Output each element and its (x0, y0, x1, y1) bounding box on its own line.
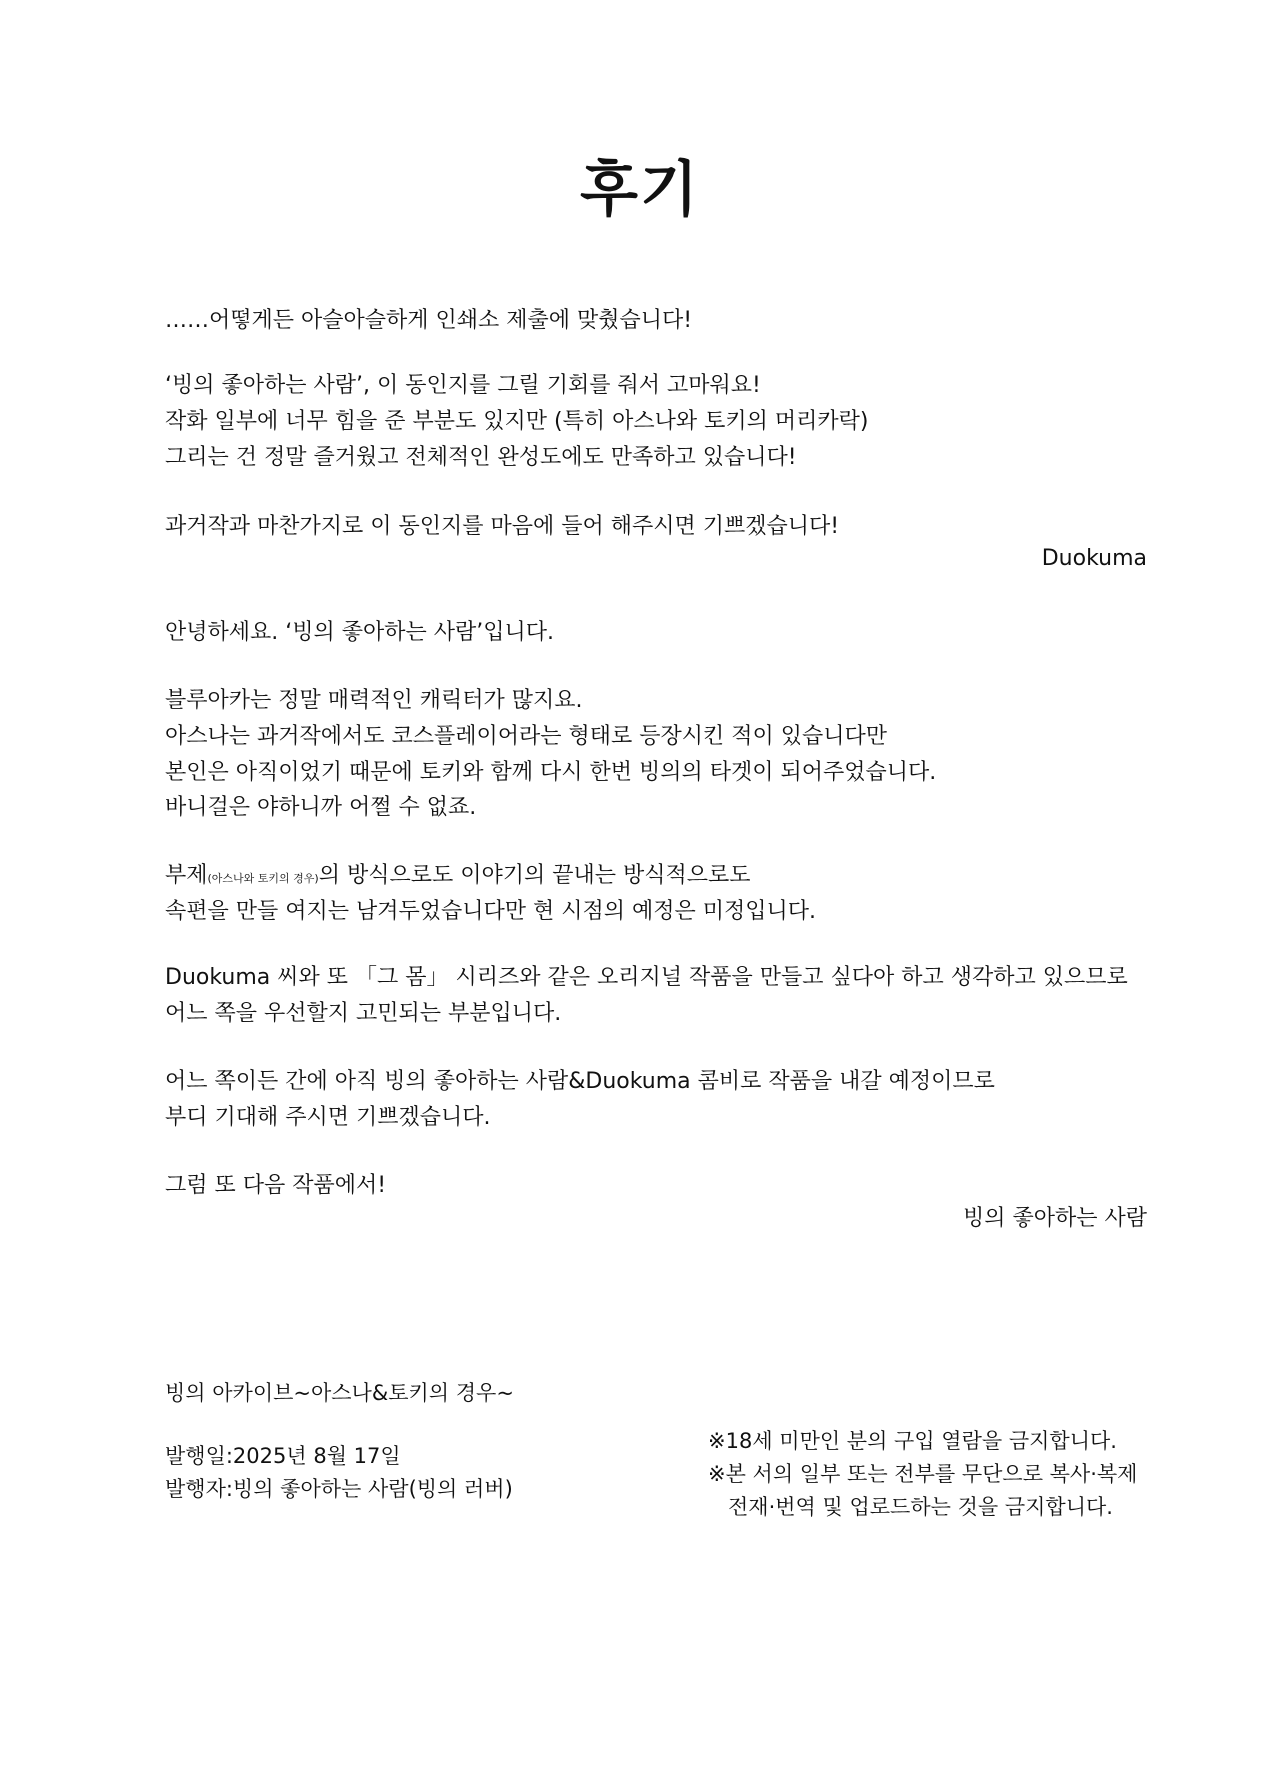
author-signature: 빙의 좋아하는 사람 (962, 1206, 1147, 1231)
duokuma-note-line: ……어떻게든 아슬아슬하게 인쇄소 제출에 맞췄습니다! (165, 308, 693, 333)
colophon-publisher: 발행자:빙의 좋아하는 사람(빙의 러버) (165, 1477, 513, 1501)
duokuma-note-line: 그리는 건 정말 즐거웠고 전체적인 완성도에도 만족하고 있습니다! (165, 445, 797, 470)
author-note-line: Duokuma 씨와 또 「그 몸」 시리즈와 같은 오리지널 작품을 만들고 싶다아 하고 생각하고 있으므로 (165, 965, 1128, 990)
colophon-notice: ※18세 미만인 분의 구입 열람을 금지합니다. (708, 1429, 1117, 1453)
author-note-line: 아스나는 과거작에서도 코스플레이어라는 형태로 등장시킨 적이 있습니다만 (165, 724, 888, 749)
author-note-line: 어느 쪽이든 간에 아직 빙의 좋아하는 사람&Duokuma 콤비로 작품을 내갈 예정이므로 (165, 1069, 995, 1094)
duokuma-note-line: ‘빙의 좋아하는 사람’, 이 동인지를 그릴 기회를 줘서 고마워요! (165, 373, 761, 398)
colophon-book-title: 빙의 아카이브~아스나&토키의 경우~ (165, 1381, 514, 1405)
colophon-notice: 전재·번역 및 업로드하는 것을 금지합니다. (708, 1495, 1113, 1519)
author-note-line: 그럼 또 다음 작품에서! (165, 1173, 387, 1198)
duokuma-signature: Duokuma (1041, 546, 1147, 571)
colophon-date: 발행일:2025년 8월 17일 (165, 1444, 401, 1468)
author-note-line: 블루아카는 정말 매력적인 캐릭터가 많지요. (165, 688, 583, 713)
subtitle-small-note: (아스나와 토키의 경우) (207, 872, 319, 885)
author-note-line: 어느 쪽을 우선할지 고민되는 부분입니다. (165, 1001, 562, 1026)
author-note-line: 바니걸은 야하니까 어쩔 수 없죠. (165, 795, 477, 820)
author-note-line: 부디 기대해 주시면 기쁘겠습니다. (165, 1105, 491, 1130)
duokuma-note-line: 과거작과 마찬가지로 이 동인지를 마음에 들어 해주시면 기쁘겠습니다! (165, 514, 840, 539)
author-note-line (165, 860, 751, 895)
duokuma-note-line: 작화 일부에 너무 힘을 준 부분도 있지만 (특히 아스나와 토키의 머리카락) (165, 409, 869, 434)
author-note-line: 안녕하세요. ‘빙의 좋아하는 사람’입니다. (165, 620, 554, 645)
author-note-line: 속편을 만들 여지는 남겨두었습니다만 현 시점의 예정은 미정입니다. (165, 899, 817, 924)
subtitle-label: 부제 (165, 863, 208, 888)
subtitle-continuation: 의 방식으로도 이야기의 끝내는 방식적으로도 (318, 863, 751, 888)
page-title: 후기 (580, 155, 700, 225)
colophon-notice: ※본 서의 일부 또는 전부를 무단으로 복사·복제 (708, 1462, 1138, 1486)
author-note-line: 본인은 아직이었기 때문에 토키와 함께 다시 한번 빙의의 타겟이 되어주었습니다. (165, 760, 937, 785)
